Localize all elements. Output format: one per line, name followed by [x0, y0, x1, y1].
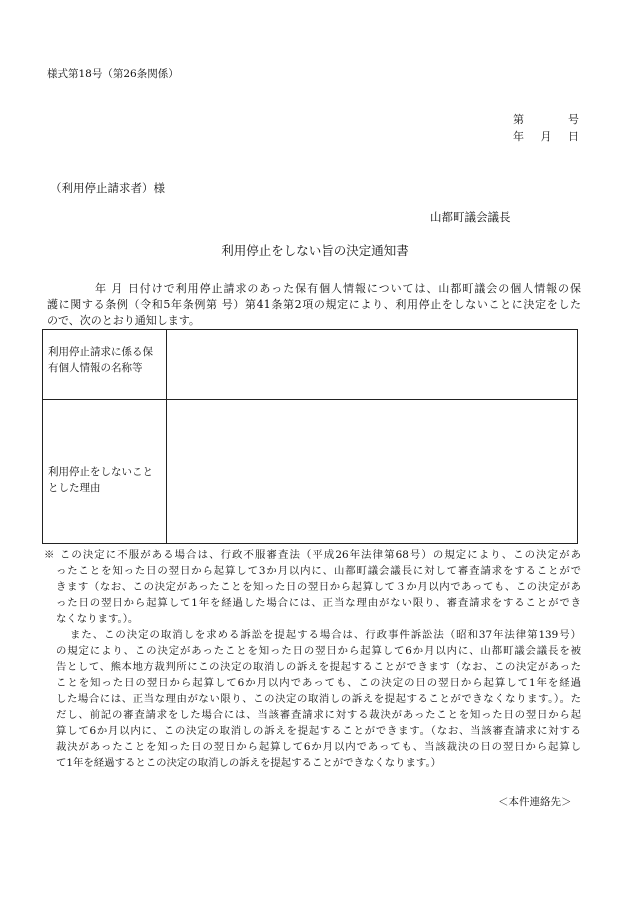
- document-number: [513, 112, 579, 128]
- table-row: [43, 400, 577, 544]
- notes-line: て1年を経過するとこの決定の取消しの訴えを提起することができなくなります。）: [56, 757, 442, 769]
- table-column-divider: [166, 400, 167, 544]
- sender: 山都町議会議長: [430, 210, 511, 224]
- notes-line: した場合には、正当な理由がない限り、この決定の取消しの訴えを提起することができなくなります。）。た: [56, 693, 581, 705]
- table-column-divider: [166, 330, 167, 399]
- notes-line: また、この決定の取消しを求める訴訟を提起する場合は、行政事件訴訟法（昭和37年法律第139号）: [70, 629, 581, 641]
- form-number: 様式第18号（第26条関係）: [47, 68, 179, 80]
- notes-line: ※ この決定に不服がある場合は、行政不服審査法（平成26年法律第68号）の規定により、この決定があ: [44, 549, 581, 561]
- info-table: [42, 329, 578, 544]
- table-row-label: 利用停止請求に係る保有個人情報の名称等: [48, 346, 153, 374]
- date-month: 月: [540, 130, 552, 143]
- document-date: [513, 129, 579, 145]
- document-number-prefix: 第: [513, 113, 524, 126]
- body-paragraph: [47, 281, 581, 329]
- document-title: 利用停止をしない旨の決定通知書: [221, 243, 409, 258]
- contact-label: ＜本件連絡先＞: [498, 796, 572, 808]
- notes-line: なくなります。）。: [56, 613, 139, 625]
- body-line: 年 月 日付けで利用停止請求のあった保有個人情報については、山都町議会の個人情報の保: [95, 282, 581, 295]
- notes-line: ったことを知った日の翌日から起算して3か月以内に、山都町議会議長に対して審査請求をすることがで: [56, 565, 581, 577]
- body-line: ので、次のとおり通知します。: [47, 314, 200, 327]
- notes-line: 算して6か月以内に、この決定の取消しの訴えを提起することができます。（なお、当該審査請求に対する: [56, 725, 581, 737]
- notes-line: の規定により、この決定があったことを知った日の翌日から起算して6か月以内に、山都町議会議長を被: [56, 645, 581, 657]
- table-row: [43, 330, 577, 400]
- table-row-label: 利用停止をしないこととした理由: [48, 466, 153, 494]
- appeal-notes: [44, 547, 581, 771]
- document-number-suffix: 号: [568, 113, 579, 126]
- date-day: 日: [568, 130, 579, 143]
- recipient: （利用停止請求者）様: [50, 181, 165, 195]
- notes-line: ことを知った日の翌日から起算して6か月以内であっても、この決定の日の翌日から起算して1年を経過: [56, 677, 581, 689]
- notes-line: った日の翌日から起算して1年を経過した場合には、正当な理由がない限り、審査請求をすることができ: [56, 597, 581, 609]
- date-year: 年: [513, 130, 524, 143]
- notes-line: きます（なお、この決定があったことを知った日の翌日から起算して３か月以内であっても、この決定があ: [56, 581, 581, 593]
- body-line: 護に関する条例（令和5年条例第 号）第41条第2項の規定により、利用停止をしないことに決定をした: [47, 298, 581, 311]
- notes-line: 告として、熊本地方裁判所にこの決定の取消しの訴えを提起することができます（なお、この決定があった: [56, 661, 581, 673]
- notes-line: 裁決があったことを知った日の翌日から起算して6か月以内であっても、当該裁決の日の翌日から起算し: [56, 741, 581, 753]
- notes-line: だし、前記の審査請求をした場合には、当該審査請求に対する裁決があったことを知った日の翌日から起: [56, 709, 581, 721]
